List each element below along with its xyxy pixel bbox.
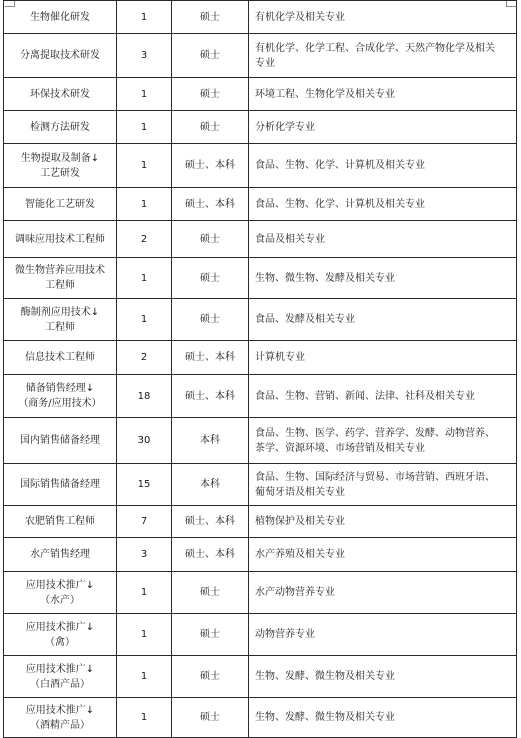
major-cell: [249, 188, 517, 221]
table-row: [4, 258, 517, 299]
position-cell-line: 水产销售经理: [30, 549, 90, 560]
major-cell: [249, 656, 517, 698]
position-cell-line: 智能化工艺研发: [25, 198, 95, 210]
headcount-cell: 15: [117, 464, 172, 506]
headcount-cell: 1: [117, 572, 172, 614]
headcount-cell: 3: [117, 538, 172, 572]
position-cell-line: （商务/应用技术）: [18, 398, 102, 409]
degree-cell: 硕士: [172, 299, 249, 341]
degree-cell: 硕士: [172, 656, 249, 698]
position-cell-line: 国内销售储备经理: [20, 435, 100, 446]
major-cell-line: 葡萄牙语及相关专业: [255, 486, 345, 498]
degree-cell: 硕士: [172, 111, 249, 144]
major-cell-line: 环境工程、生物化学及相关专业: [255, 88, 395, 100]
position-cell-line: （酒精产品）: [30, 719, 90, 731]
degree-cell: 硕士、本科: [172, 144, 249, 188]
table-row: [4, 656, 517, 698]
position-cell-line: 生物提取及制备↓: [20, 152, 100, 164]
position-cell-line: 工程师: [45, 321, 75, 333]
major-cell-line: 水产养殖及相关专业: [255, 549, 345, 560]
major-cell: [249, 418, 517, 464]
position-cell-line: 工程师: [45, 280, 75, 291]
table-row: [4, 572, 517, 614]
major-cell: [249, 258, 517, 299]
major-cell-line: 计算机专业: [255, 352, 305, 363]
headcount-cell: 1: [117, 299, 172, 341]
degree-cell: 硕士: [172, 698, 249, 738]
position-cell: [4, 258, 117, 299]
position-cell-line: 应用技术推广↓: [25, 579, 95, 591]
degree-cell: 硕士: [172, 1, 249, 34]
headcount-cell: 3: [117, 34, 172, 78]
major-cell-line: 食品、生物、医学、药学、营养学、发酵、动物营养、: [255, 427, 495, 439]
table-row: [4, 698, 517, 738]
position-cell-line: 信息技术工程师: [25, 352, 95, 363]
degree-cell: 硕士: [172, 221, 249, 258]
position-cell: [4, 111, 117, 144]
major-cell-line: 分析化学专业: [255, 121, 315, 133]
headcount-cell: 1: [117, 258, 172, 299]
degree-cell: 本科: [172, 464, 249, 506]
major-cell-line: 动物营养专业: [255, 629, 315, 640]
table-row: [4, 78, 517, 111]
table-row: [4, 34, 517, 78]
headcount-cell: 1: [117, 698, 172, 738]
major-cell: [249, 464, 517, 506]
position-cell: [4, 78, 117, 111]
position-cell-line: （禽）: [45, 636, 75, 648]
major-cell: [249, 506, 517, 538]
table-row: [4, 506, 517, 538]
major-cell: [249, 34, 517, 78]
major-cell: [249, 614, 517, 656]
position-cell: [4, 299, 117, 341]
degree-cell: 硕士、本科: [172, 506, 249, 538]
headcount-cell: 1: [117, 656, 172, 698]
position-cell-line: 储备销售经理↓: [25, 383, 95, 394]
degree-cell: 硕士: [172, 78, 249, 111]
major-cell: [249, 538, 517, 572]
position-cell-line: 环保技术研发: [30, 88, 90, 100]
headcount-cell: 2: [117, 341, 172, 375]
position-cell-line: 调味应用技术工程师: [15, 233, 105, 245]
major-cell: [249, 572, 517, 614]
position-cell: [4, 614, 117, 656]
major-cell: [249, 698, 517, 738]
position-cell: [4, 1, 117, 34]
table-row: [4, 418, 517, 464]
major-cell-line: 生物、微生物、发酵及相关专业: [255, 272, 395, 284]
position-cell: [4, 418, 117, 464]
major-cell-line: 食品及相关专业: [255, 233, 325, 245]
position-cell: [4, 221, 117, 258]
table-row: [4, 341, 517, 375]
table-row: [4, 614, 517, 656]
position-cell-line: 国际销售储备经理: [20, 479, 100, 490]
major-cell: [249, 375, 517, 418]
headcount-cell: 7: [117, 506, 172, 538]
position-cell: [4, 572, 117, 614]
major-cell: [249, 111, 517, 144]
degree-cell: 硕士、本科: [172, 188, 249, 221]
recruitment-table: [3, 0, 517, 738]
degree-cell: 本科: [172, 418, 249, 464]
major-cell-line: 水产动物营养专业: [255, 587, 335, 598]
position-cell-line: 农肥销售工程师: [25, 516, 95, 527]
position-cell: [4, 506, 117, 538]
degree-cell: 硕士: [172, 572, 249, 614]
major-cell: [249, 341, 517, 375]
headcount-cell: 1: [117, 111, 172, 144]
major-cell-line: 茶学、资源环境、市场营销及相关专业: [255, 442, 425, 454]
position-cell: [4, 375, 117, 418]
major-cell-line: 专业: [255, 57, 275, 69]
table-row: [4, 375, 517, 418]
major-cell-line: 植物保护及相关专业: [255, 516, 345, 527]
headcount-cell: 30: [117, 418, 172, 464]
major-cell: [249, 78, 517, 111]
position-cell-line: （白酒产品）: [30, 678, 90, 690]
position-cell-line: 应用技术推广↓: [25, 621, 95, 633]
position-cell: [4, 538, 117, 572]
table-row: [4, 221, 517, 258]
major-cell-line: 食品、生物、营销、新闻、法律、社科及相关专业: [255, 390, 475, 402]
major-cell: [249, 221, 517, 258]
table-row: [4, 299, 517, 341]
major-cell-line: 有机化学及相关专业: [255, 11, 345, 23]
position-cell: [4, 34, 117, 78]
degree-cell: 硕士: [172, 34, 249, 78]
major-cell: [249, 1, 517, 34]
table-row: [4, 144, 517, 188]
position-cell: [4, 341, 117, 375]
major-cell-line: 食品、生物、国际经济与贸易、市场营销、西班牙语、: [255, 471, 495, 483]
table-row: [4, 464, 517, 506]
position-cell-line: 微生物营养应用技术: [15, 265, 105, 276]
major-cell-line: 有机化学、化学工程、合成化学、天然产物化学及相关: [255, 42, 495, 54]
recruitment-table-body: [4, 1, 517, 738]
major-cell-line: 食品、生物、化学、计算机及相关专业: [255, 198, 425, 210]
degree-cell: 硕士: [172, 614, 249, 656]
position-cell-line: 检测方法研发: [30, 121, 90, 133]
headcount-cell: 1: [117, 188, 172, 221]
headcount-cell: 1: [117, 1, 172, 34]
position-cell-line: 酶制剂应用技术↓: [20, 306, 100, 318]
major-cell-line: 食品、发酵及相关专业: [255, 314, 355, 325]
major-cell: [249, 299, 517, 341]
degree-cell: 硕士、本科: [172, 538, 249, 572]
table-row: [4, 188, 517, 221]
headcount-cell: 1: [117, 614, 172, 656]
degree-cell: 硕士、本科: [172, 375, 249, 418]
major-cell-line: 生物、发酵、微生物及相关专业: [255, 712, 395, 723]
degree-cell: 硕士: [172, 258, 249, 299]
degree-cell: 硕士、本科: [172, 341, 249, 375]
position-cell: [4, 464, 117, 506]
position-cell: [4, 144, 117, 188]
table-row: [4, 111, 517, 144]
major-cell-line: 生物、发酵、微生物及相关专业: [255, 671, 395, 682]
headcount-cell: 1: [117, 144, 172, 188]
position-cell: [4, 656, 117, 698]
position-cell: [4, 188, 117, 221]
major-cell-line: 食品、生物、化学、计算机及相关专业: [255, 160, 425, 171]
position-cell-line: 应用技术推广↓: [25, 663, 95, 675]
position-cell: [4, 698, 117, 738]
table-row: [4, 538, 517, 572]
position-cell-line: 生物催化研发: [30, 11, 90, 23]
headcount-cell: 2: [117, 221, 172, 258]
position-cell-line: 分离提取技术研发: [20, 50, 100, 61]
table-row: [4, 1, 517, 34]
position-cell-line: （水产）: [40, 594, 80, 606]
major-cell: [249, 144, 517, 188]
position-cell-line: 工艺研发: [40, 167, 80, 179]
headcount-cell: 18: [117, 375, 172, 418]
headcount-cell: 1: [117, 78, 172, 111]
position-cell-line: 应用技术推广↓: [25, 704, 95, 716]
